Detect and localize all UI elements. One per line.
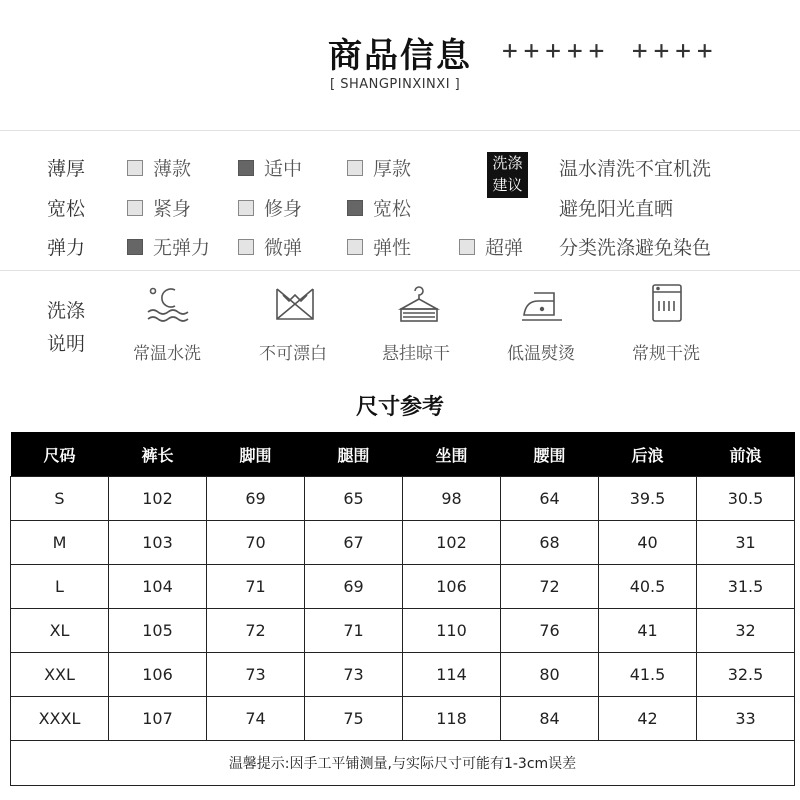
table-cell: 104	[109, 565, 207, 609]
option-tight: 紧身	[127, 194, 191, 221]
table-cell: 106	[403, 565, 501, 609]
table-header-row	[11, 432, 795, 477]
size-chart-title: 尺寸参考	[355, 395, 444, 420]
iron-low-icon	[520, 285, 564, 325]
table-cell: 102	[109, 477, 207, 521]
table-cell: 69	[207, 477, 305, 521]
table-cell: 64	[501, 477, 599, 521]
measurement-note: 温馨提示:因手工平铺测量,与实际尺寸可能有1-3cm误差	[11, 741, 795, 786]
table-cell: S	[11, 477, 109, 521]
wash-tip: 分类洗涤避免染色	[559, 237, 712, 259]
option-loose: 宽松	[347, 194, 411, 221]
table-cell: 114	[403, 653, 501, 697]
option-medium: 适中	[238, 154, 302, 181]
attr-label-fit: 宽松	[47, 198, 86, 220]
attr-label-thickness: 薄厚	[47, 158, 86, 180]
checkbox-checked-icon	[238, 160, 254, 176]
table-cell: 41.5	[599, 653, 697, 697]
table-cell: 98	[403, 477, 501, 521]
care-label-dry-clean: 常规干洗	[632, 344, 700, 364]
divider	[0, 270, 800, 271]
decorative-pluses: +++++ ++++	[502, 36, 719, 66]
table-cell: 42	[599, 697, 697, 741]
wash-water-icon	[145, 285, 189, 325]
table-cell: 32.5	[697, 653, 795, 697]
column-header: 尺码	[11, 432, 109, 477]
table-cell: 74	[207, 697, 305, 741]
table-cell: 75	[305, 697, 403, 741]
attr-label-elasticity: 弹力	[47, 237, 86, 259]
table-cell: 105	[109, 609, 207, 653]
checkbox-icon	[127, 200, 143, 216]
table-cell: 67	[305, 521, 403, 565]
checkbox-icon	[347, 239, 363, 255]
checkbox-checked-icon	[127, 239, 143, 255]
option-stretch: 弹性	[347, 233, 411, 260]
table-row	[11, 521, 795, 565]
wash-tip: 避免阳光直晒	[559, 198, 674, 220]
care-label-wash: 常温水洗	[133, 344, 201, 364]
option-slim: 修身	[238, 194, 302, 221]
column-header: 裤长	[109, 432, 207, 477]
table-cell: 30.5	[697, 477, 795, 521]
checkbox-icon	[127, 160, 143, 176]
option-super-stretch: 超弹	[459, 233, 523, 260]
table-row	[11, 653, 795, 697]
table-cell: 70	[207, 521, 305, 565]
option-slight-stretch: 微弹	[238, 233, 302, 260]
checkbox-icon	[459, 239, 475, 255]
checkbox-icon	[347, 160, 363, 176]
table-cell: XXL	[11, 653, 109, 697]
table-cell: 40.5	[599, 565, 697, 609]
table-cell: 118	[403, 697, 501, 741]
dry-clean-icon	[645, 283, 689, 323]
table-cell: 106	[109, 653, 207, 697]
table-cell: 103	[109, 521, 207, 565]
table-cell: 72	[501, 565, 599, 609]
table-cell: 102	[403, 521, 501, 565]
table-cell: 40	[599, 521, 697, 565]
column-header: 坐围	[403, 432, 501, 477]
table-cell: 65	[305, 477, 403, 521]
table-row	[11, 565, 795, 609]
table-cell: XL	[11, 609, 109, 653]
table-cell: 71	[207, 565, 305, 609]
table-cell: 31	[697, 521, 795, 565]
column-header: 前浪	[697, 432, 795, 477]
hang-dry-icon	[397, 285, 441, 325]
table-cell: XXXL	[11, 697, 109, 741]
table-cell: 110	[403, 609, 501, 653]
table-cell: 73	[305, 653, 403, 697]
care-label-iron: 低温熨烫	[507, 344, 575, 364]
checkbox-checked-icon	[347, 200, 363, 216]
table-row	[11, 477, 795, 521]
divider	[0, 130, 800, 131]
column-header: 腿围	[305, 432, 403, 477]
table-row	[11, 697, 795, 741]
table-cell: 31.5	[697, 565, 795, 609]
option-thin: 薄款	[127, 154, 191, 181]
wash-tip: 温水清洗不宜机洗	[559, 158, 712, 180]
page-title: 商品信息	[328, 36, 472, 76]
option-no-stretch: 无弹力	[127, 233, 210, 260]
table-note-row	[11, 741, 795, 786]
column-header: 脚围	[207, 432, 305, 477]
column-header: 后浪	[599, 432, 697, 477]
size-table	[10, 432, 795, 786]
table-cell: 76	[501, 609, 599, 653]
table-row	[11, 609, 795, 653]
table-cell: 73	[207, 653, 305, 697]
table-cell: 32	[697, 609, 795, 653]
table-cell: 41	[599, 609, 697, 653]
checkbox-icon	[238, 200, 254, 216]
table-cell: M	[11, 521, 109, 565]
table-cell: 39.5	[599, 477, 697, 521]
table-cell: 71	[305, 609, 403, 653]
table-cell: 107	[109, 697, 207, 741]
wash-advice-badge: 洗涤 建议	[487, 152, 528, 198]
checkbox-icon	[238, 239, 254, 255]
table-cell: L	[11, 565, 109, 609]
table-cell: 33	[697, 697, 795, 741]
care-label: 洗涤 说明	[47, 300, 86, 355]
care-label-no-bleach: 不可漂白	[259, 344, 327, 364]
table-cell: 80	[501, 653, 599, 697]
care-label-hang-dry: 悬挂晾干	[382, 344, 450, 364]
page-subtitle: [ SHANGPINXINXI ]	[330, 77, 461, 92]
no-bleach-icon	[273, 285, 317, 325]
column-header: 腰围	[501, 432, 599, 477]
table-cell: 84	[501, 697, 599, 741]
table-cell: 68	[501, 521, 599, 565]
option-thick: 厚款	[347, 154, 411, 181]
table-cell: 72	[207, 609, 305, 653]
table-cell: 69	[305, 565, 403, 609]
